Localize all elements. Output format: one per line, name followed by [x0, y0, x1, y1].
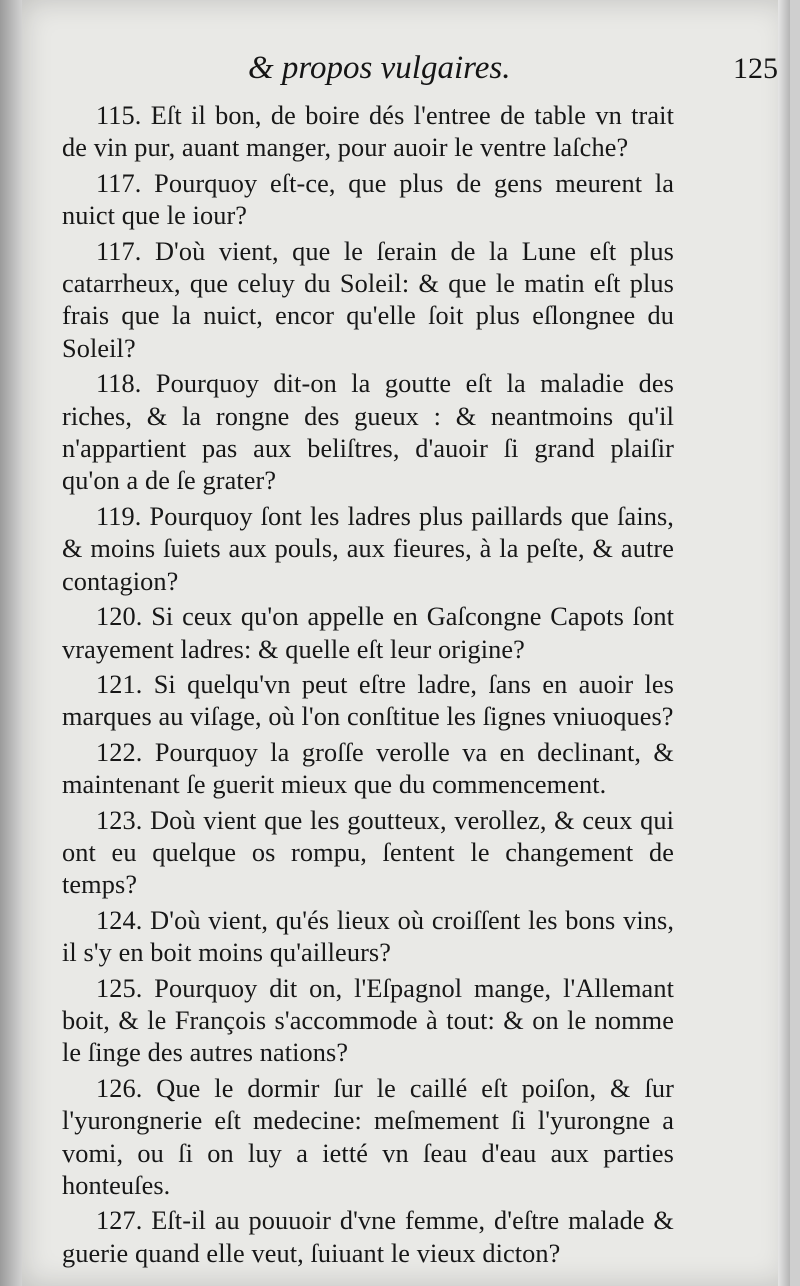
page-body: [62, 100, 674, 1273]
entry-text: D'où vient, qu'és lieux où croiſſent les bons vins, il s'y en boit moins qu'ailleurs?: [62, 905, 674, 968]
entry-text: Si quelqu'vn peut eſtre ladre, ſans en auoir les marques au viſage, où l'on conſtitue les ſignes vniuoques?: [62, 669, 674, 732]
question-entry: [62, 1205, 674, 1270]
question-entry: [62, 805, 674, 902]
entry-number: 117.: [96, 168, 142, 198]
question-entry: [62, 601, 674, 666]
right-page-edge: [778, 0, 790, 1286]
page-number: 125: [733, 52, 778, 85]
question-entry: [62, 669, 674, 734]
entry-text: D'où vient, que le ſerain de la Lune eſt plus catarrheux, que celuy du Soleil: & que le matin eſt plus frais que la nuict, encor qu'elle ſoit plus eſlongnee du Soleil?: [62, 236, 674, 363]
entry-text: Eſt-il au pouuoir d'vne femme, d'eſtre malade & guerie quand elle veut, ſuiuant le vieux dicton?: [62, 1206, 674, 1268]
entry-number: 117.: [96, 236, 142, 266]
entry-number: 122.: [96, 737, 143, 767]
entry-text: Doù vient que les goutteux, verollez, & ceux qui ont eu quelque os rompu, ſentent le changement de temps?: [62, 805, 674, 900]
question-entry: [62, 973, 674, 1070]
entry-number: 127.: [96, 1206, 143, 1236]
entry-number: 119.: [96, 501, 142, 531]
entry-text: Pourquoy dit-on la goutte eſt la maladie des riches, & la rongne des gueux : & neantmoins qu'il n'appartient pas aux beliſtres, d'auoir ſi grand plaiſir qu'on a de ſe grater?: [62, 369, 674, 496]
entry-text: Pourquoy ſont les ladres plus paillards que ſains, & moins ſuiets aux pouls, aux fieures, à la peſte, & autre contagion?: [62, 501, 674, 596]
question-entry: [62, 100, 674, 165]
question-entry: [62, 368, 674, 498]
entry-text: Si ceux qu'on appelle en Gaſcongne Capots ſont vrayement ladres: & quelle eſt leur origine?: [62, 602, 674, 664]
entry-text: Pourquoy dit on, l'Eſpagnol mange, l'Allemant boit, & le François s'accommode à tout: & on le nomme le ſinge des autres nations?: [62, 973, 674, 1068]
entry-text: Que le dormir ſur le caillé eſt poiſon, & ſur l'yurongnerie eſt medecine: meſmement ſi l'yurongne a vomi, ou ſi on luy a ietté vn ſeau d'eau aux parties honteuſes.: [62, 1073, 674, 1200]
entry-number: 120.: [96, 602, 143, 632]
entry-number: 124.: [96, 905, 143, 935]
entry-number: 115.: [96, 101, 142, 130]
entry-number: 123.: [96, 805, 143, 835]
entry-number: 126.: [96, 1073, 143, 1103]
entry-text: Eſt il bon, de boire dés l'entree de table vn trait de vin pur, auant manger, pour auoir le ventre laſche?: [62, 101, 674, 163]
running-title: & propos vulgaires.: [248, 50, 511, 86]
question-entry: [62, 236, 674, 366]
question-entry: [62, 501, 674, 598]
entry-number: 121.: [96, 669, 143, 699]
question-entry: [62, 1073, 674, 1203]
question-entry: [62, 168, 674, 233]
entry-text: Pourquoy eſt-ce, que plus de gens meurent la nuict que le iour?: [62, 168, 674, 231]
left-page-edge: [0, 0, 22, 1286]
question-entry: [62, 905, 674, 970]
entry-number: 118.: [96, 369, 142, 399]
question-entry: [62, 737, 674, 802]
entry-number: 125.: [96, 973, 143, 1003]
page-header: [0, 50, 800, 100]
entry-text: Pourquoy la groſſe verolle va en declinant, & maintenant ſe guerit mieux que du commencement.: [62, 737, 674, 800]
